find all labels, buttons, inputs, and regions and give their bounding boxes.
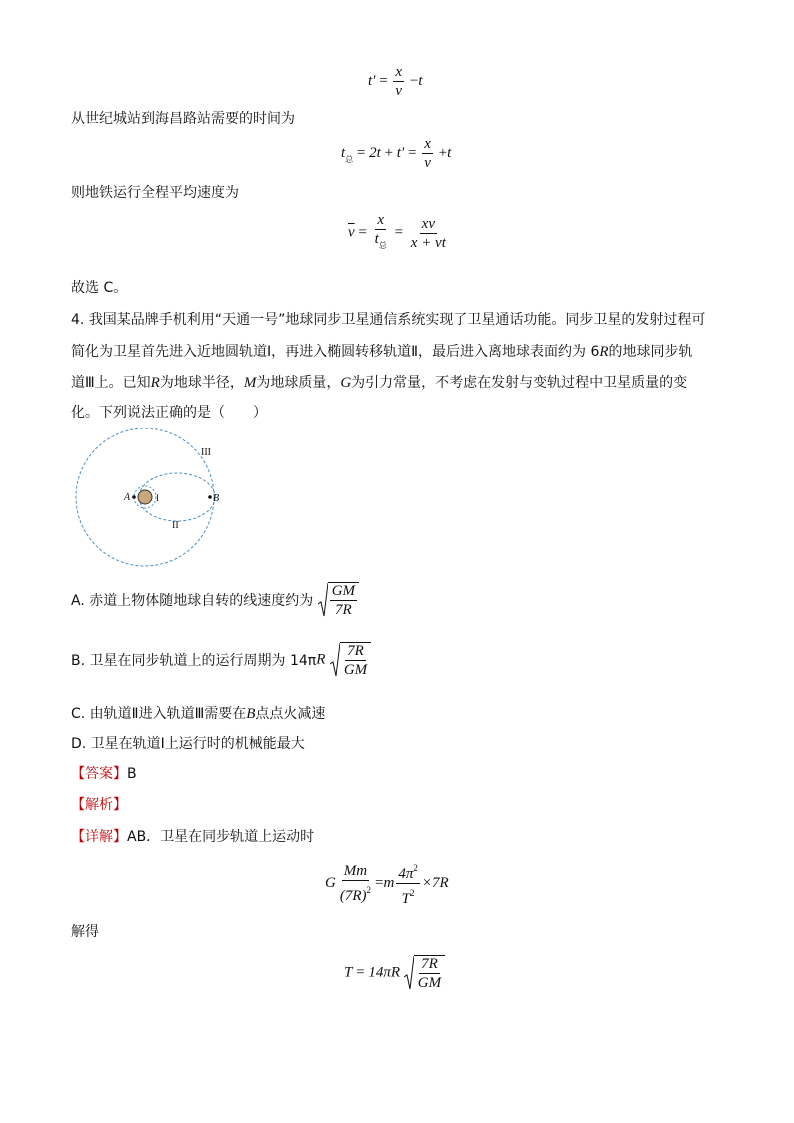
solve-line: 解得 (71, 924, 99, 940)
eq3-eq1: = (358, 224, 367, 241)
eq3-den1 (373, 230, 389, 254)
eq4-num2-base: 4π (398, 866, 414, 882)
eq4-num2-exp: 2 (413, 863, 418, 873)
question-text-3d: 为引力常量，不考虑在发射与变轨过程中卫星质量的变 (351, 375, 688, 391)
analysis-tag: 【解析】 (71, 797, 127, 813)
eq4-den2-exp: 2 (409, 888, 415, 898)
eq2-plus2: + (438, 144, 448, 161)
eq4-num1: Mm (343, 863, 368, 879)
var-B: B (246, 706, 256, 722)
eq2-tprime: t′ (396, 144, 405, 161)
eq5-T: T (344, 964, 353, 981)
detail-text: AB．卫星在同步轨道上运动时 (127, 829, 315, 845)
var-R-2: R (150, 375, 160, 391)
eq3-den1-t: t (374, 231, 379, 247)
option-d: D. 卫星在轨道Ⅰ上运行时的机械能最大 (71, 736, 305, 752)
eq4-fraction2 (396, 860, 420, 907)
earth (138, 490, 152, 504)
eq1-minus: − (409, 72, 419, 89)
question-4-line-2 (71, 341, 693, 361)
eq4-den1-base: (7R) (339, 888, 367, 904)
eq1-num: x (395, 64, 403, 80)
option-b (71, 642, 371, 678)
option-c-text-1: C. 由轨道Ⅱ进入轨道Ⅲ需要在 (71, 706, 247, 722)
eq2-t: t (341, 144, 346, 161)
eq5-eq: = (356, 964, 365, 981)
label-II: II (172, 520, 179, 531)
equation-period (344, 955, 445, 991)
point-A (132, 495, 136, 499)
var-M: M (243, 375, 257, 391)
option-a-text: A. 赤道上物体随地球自转的线速度约为 (71, 593, 314, 609)
option-c (71, 703, 325, 723)
eq2-num: x (424, 136, 431, 152)
question-4-line-3 (71, 372, 687, 392)
eq3-den1-sub: 总 (378, 241, 387, 250)
eq4-times: ×7R (421, 875, 449, 891)
analysis-line (71, 794, 127, 814)
question-text-3a: 道Ⅲ上。已知 (71, 375, 151, 391)
question-text-3c: 为地球质量， (256, 375, 341, 391)
question-4-line-4: 化。下列说法正确的是（ ） (71, 405, 267, 421)
eq4-G: G (325, 875, 336, 891)
label-I: I (156, 493, 159, 503)
eq2-eq2: = (407, 144, 417, 161)
eq3-vbar: $\overline{v}$ (348, 224, 355, 241)
answer-line (71, 763, 137, 783)
option-c-text-2: 点点火减速 (255, 706, 326, 722)
eq2-2t: 2t (369, 144, 381, 161)
eq2-fraction (422, 136, 433, 171)
eq5-num: 7R (421, 956, 438, 972)
var-G: G (340, 375, 352, 391)
eq2-sub: 总 (345, 154, 354, 164)
eq5-fraction (414, 955, 445, 991)
label-B: B (213, 493, 220, 504)
eq5-den: GM (417, 975, 442, 991)
label-A: A (124, 492, 131, 503)
label-III: III (201, 447, 211, 458)
option-a (71, 582, 359, 618)
eq1-fraction (393, 64, 404, 99)
text-line-1: 从世纪城站到海昌路站需要的时间为 (71, 111, 295, 127)
eq1-equals: = (379, 72, 388, 89)
eq2-eq1: = (356, 144, 366, 161)
eq2-plus1: + (384, 144, 394, 161)
var-R-3: R (316, 651, 326, 668)
var-R-1: R (599, 344, 609, 360)
equation-average-speed (348, 212, 450, 254)
equation-t-prime (368, 64, 422, 99)
option-a-den: 7R (335, 602, 352, 618)
option-b-num: 7R (347, 643, 364, 659)
detail-tag: 【详解】 (71, 829, 127, 845)
eq2-den: v (424, 155, 431, 171)
eq4-den1 (338, 881, 373, 904)
orbit-diagram (70, 428, 230, 568)
option-a-sqrt (318, 582, 359, 618)
equation-gravity (325, 860, 449, 907)
answer-value: B (127, 766, 137, 782)
answer-tag: 【答案】 (71, 766, 127, 782)
equation-t-total (341, 136, 451, 171)
eq2-t2: t (447, 144, 452, 161)
eq5-coef: 14πR (368, 964, 400, 981)
option-b-sqrt (330, 642, 371, 678)
option-b-fraction (340, 642, 371, 678)
eq3-num1: x (377, 212, 385, 228)
eq4-den1-exp: 2 (366, 885, 371, 895)
sqrt-sign-eq5 (404, 955, 414, 991)
eq4-den2 (400, 884, 417, 907)
eq4-eq: = (375, 875, 384, 891)
option-a-num: GM (331, 583, 356, 599)
question-4-line-1 (71, 309, 705, 329)
eq3-fraction1 (373, 212, 389, 254)
eq4-fraction1 (338, 863, 373, 904)
option-a-fraction (328, 582, 359, 618)
eq3-fraction2 (409, 216, 448, 251)
eq1-lhs: t′ (368, 72, 376, 89)
eq4-den2-base: T (401, 891, 410, 907)
eq3-eq2: = (394, 224, 404, 241)
point-B (208, 495, 212, 499)
question-text-2a: 简化为卫星首先进入近地圆轨道Ⅰ，再进入椭圆转移轨道Ⅱ，最后进入离地球表面约为 6 (71, 344, 600, 360)
eq5-sqrt (404, 955, 445, 991)
eq4-m: m (383, 875, 395, 891)
question-text-3b: 为地球半径， (159, 375, 244, 391)
eq1-den: v (395, 83, 403, 99)
sqrt-sign-a (318, 582, 328, 618)
detail-line (71, 826, 314, 846)
sqrt-sign-b (330, 642, 340, 678)
eq3-num2: xv (421, 215, 435, 232)
question-text-2b: 的地球同步轨 (608, 344, 693, 360)
text-line-3: 故选 C。 (71, 280, 128, 296)
question-text-1: 我国某品牌手机利用“天通一号”地球同步卫星通信系统实现了卫星通话功能。同步卫星的发射过程可 (88, 312, 706, 328)
eq1-t: t (418, 72, 423, 89)
option-b-den: GM (343, 662, 368, 678)
eq4-num2 (396, 860, 420, 884)
text-line-2: 则地铁运行全程平均速度为 (71, 185, 239, 201)
eq3-den2: x + vt (410, 234, 446, 251)
option-b-text: B. 卫星在同步轨道上的运行周期为 14π (71, 653, 317, 669)
question-number: 4. (71, 312, 85, 328)
